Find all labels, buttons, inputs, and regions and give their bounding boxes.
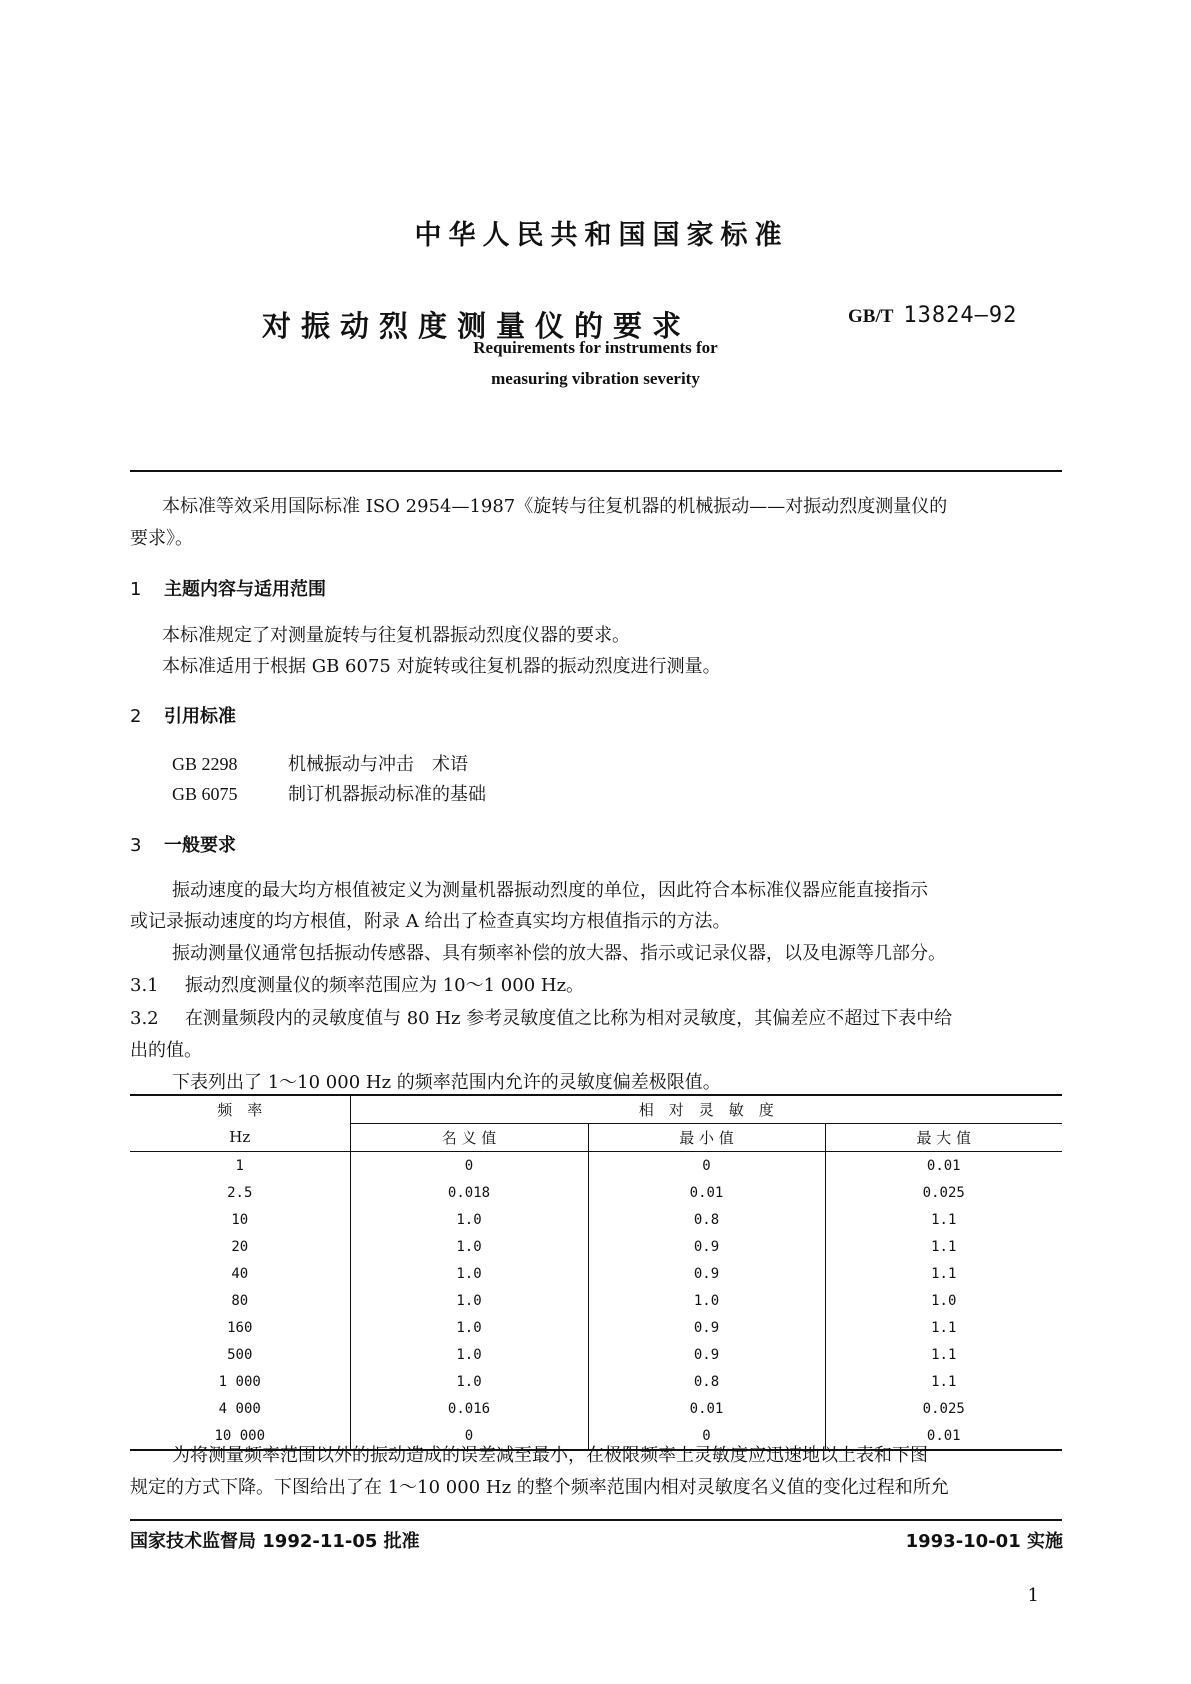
cell-min: 1.0 bbox=[588, 1287, 825, 1314]
cell-max: 1.1 bbox=[825, 1341, 1062, 1368]
cell-frequency: 2.5 bbox=[227, 1184, 253, 1201]
cell-max: 1.1 bbox=[825, 1233, 1062, 1260]
cell-min: 0.8 bbox=[588, 1368, 825, 1395]
document-title: 对振动烈度测量仪的要求 bbox=[262, 309, 692, 343]
page-number: 1 bbox=[1027, 1585, 1039, 1606]
table-row bbox=[130, 1179, 1062, 1206]
cell-nominal: 1.0 bbox=[350, 1233, 588, 1260]
header-relative-sensitivity: 相 对 灵 敏 度 bbox=[350, 1095, 1062, 1124]
cell-min: 0.9 bbox=[588, 1260, 825, 1287]
section-3-para-1-line-2: 或记录振动速度的均方根值，附录 A 给出了检查真实均方根值指示的方法。 bbox=[130, 911, 731, 932]
table-row bbox=[130, 1206, 1062, 1233]
clause-3-2-text-line-2: 出的值。 bbox=[130, 1040, 202, 1061]
cell-max: 1.1 bbox=[825, 1314, 1062, 1341]
cell-nominal: 1.0 bbox=[350, 1368, 588, 1395]
cell-nominal: 1.0 bbox=[350, 1341, 588, 1368]
cell-nominal: 1.0 bbox=[350, 1206, 588, 1233]
section-2-heading bbox=[130, 702, 236, 728]
approval-info: 国家技术监督局 1992-11-05 批准 bbox=[130, 1531, 420, 1552]
cell-frequency: 1 bbox=[235, 1157, 244, 1174]
section-3-number: 3 bbox=[130, 835, 142, 856]
reference-name: 机械振动与冲击 术语 bbox=[288, 754, 468, 775]
table-row bbox=[130, 1233, 1062, 1260]
clause-3-1-text: 振动烈度测量仪的频率范围应为 10～1 000 Hz。 bbox=[185, 975, 585, 996]
cell-frequency: 10 000 bbox=[130, 1422, 350, 1450]
section-2-title: 引用标准 bbox=[164, 706, 236, 727]
reference-code: GB 2298 bbox=[172, 754, 238, 774]
header-min: 最 小 值 bbox=[588, 1124, 825, 1152]
top-divider bbox=[130, 470, 1062, 472]
cell-max: 0.025 bbox=[825, 1179, 1062, 1206]
header-frequency-unit: Hz bbox=[130, 1124, 350, 1152]
header-nominal: 名 义 值 bbox=[350, 1124, 588, 1152]
standard-prefix: GB/T bbox=[848, 306, 894, 327]
clause-3-2 bbox=[130, 1002, 952, 1035]
cell-nominal: 0.018 bbox=[350, 1179, 588, 1206]
cell-frequency: 80 bbox=[231, 1292, 249, 1309]
section-1-para-1: 本标准规定了对测量旋转与往复机器振动烈度仪器的要求。 bbox=[162, 625, 630, 646]
table-row bbox=[130, 1287, 1062, 1314]
reference-code: GB 6075 bbox=[172, 784, 238, 804]
cell-frequency: 40 bbox=[231, 1265, 249, 1282]
cell-nominal: 0.016 bbox=[350, 1395, 588, 1422]
cell-nominal: 1.0 bbox=[350, 1314, 588, 1341]
intro-line-2: 要求》。 bbox=[130, 528, 193, 549]
effective-date: 1993-10-01 实施 bbox=[905, 1531, 1063, 1552]
standard-code: 13824—92 bbox=[903, 303, 1018, 328]
english-title-line-2: measuring vibration severity bbox=[491, 369, 700, 388]
cell-min: 0.8 bbox=[588, 1206, 825, 1233]
after-table-line-2: 规定的方式下降。下图给出了在 1～10 000 Hz 的整个频率范围内相对灵敏度名义值的变化过程和所允 bbox=[130, 1477, 949, 1498]
section-3-para-2: 振动测量仪通常包括振动传感器、具有频率补偿的放大器、指示或记录仪器，以及电源等几部分。 bbox=[172, 943, 946, 964]
section-1-para-2: 本标准适用于根据 GB 6075 对旋转或往复机器的振动烈度进行测量。 bbox=[162, 656, 721, 677]
cell-max: 1.0 bbox=[825, 1287, 1062, 1314]
cell-frequency: 20 bbox=[231, 1238, 249, 1255]
cell-min: 0.9 bbox=[588, 1314, 825, 1341]
section-3-title: 一般要求 bbox=[164, 835, 236, 856]
section-3-heading bbox=[130, 831, 236, 857]
cell-frequency: 10 bbox=[231, 1211, 249, 1228]
section-1-heading bbox=[130, 575, 326, 601]
cell-nominal: 0 bbox=[350, 1422, 588, 1450]
cell-min: 0.01 bbox=[588, 1395, 825, 1422]
cell-max: 1.1 bbox=[825, 1206, 1062, 1233]
table-row bbox=[130, 1152, 1062, 1180]
standard-type-heading: 中华人民共和国国家标准 bbox=[414, 220, 789, 251]
cell-min: 0 bbox=[588, 1422, 825, 1450]
table-row bbox=[130, 1395, 1062, 1422]
cell-frequency: 160 bbox=[227, 1319, 253, 1336]
clause-3-1-number: 3.1 bbox=[130, 975, 159, 996]
after-table-line-1: 为将测量频率范围以外的振动造成的误差减至最小，在极限频率上灵敏度应迅速地以上表和下图 bbox=[172, 1445, 928, 1466]
bottom-divider bbox=[130, 1519, 1062, 1521]
reference-row bbox=[172, 780, 486, 806]
table-row bbox=[130, 1368, 1062, 1395]
cell-min: 0.9 bbox=[588, 1341, 825, 1368]
cell-max: 1.1 bbox=[825, 1260, 1062, 1287]
clause-3-2-text-line-1: 在测量频段内的灵敏度值与 80 Hz 参考灵敏度值之比称为相对灵敏度，其偏差应不超过下表中给 bbox=[185, 1008, 953, 1029]
intro-line-1: 本标准等效采用国际标准 ISO 2954—1987《旋转与往复机器的机械振动——对振动烈度测量仪的 bbox=[162, 496, 948, 517]
cell-min: 0.01 bbox=[588, 1179, 825, 1206]
section-1-number: 1 bbox=[130, 579, 142, 600]
standard-number bbox=[848, 303, 1017, 328]
table-row bbox=[130, 1341, 1062, 1368]
cell-min: 0.9 bbox=[588, 1233, 825, 1260]
clause-3-1 bbox=[130, 969, 584, 1002]
cell-nominal: 1.0 bbox=[350, 1260, 588, 1287]
cell-frequency: 4 000 bbox=[218, 1400, 261, 1417]
cell-frequency: 1 000 bbox=[218, 1373, 261, 1390]
section-1-title: 主题内容与适用范围 bbox=[164, 579, 326, 600]
cell-max: 0.01 bbox=[825, 1152, 1062, 1180]
reference-name: 制订机器振动标准的基础 bbox=[288, 784, 486, 805]
cell-max: 1.1 bbox=[825, 1368, 1062, 1395]
header-frequency: 频 率 bbox=[130, 1095, 350, 1124]
sensitivity-limits-table bbox=[130, 1094, 1062, 1451]
cell-nominal: 0 bbox=[350, 1152, 588, 1180]
reference-row bbox=[172, 750, 468, 776]
section-3-para-1-line-1: 振动速度的最大均方根值被定义为测量机器振动烈度的单位，因此符合本标准仪器应能直接指示 bbox=[172, 880, 928, 901]
header-max: 最 大 值 bbox=[825, 1124, 1062, 1152]
cell-nominal: 1.0 bbox=[350, 1287, 588, 1314]
cell-max: 0.01 bbox=[825, 1422, 1062, 1450]
cell-min: 0 bbox=[588, 1152, 825, 1180]
english-title-line-1: Requirements for instruments for bbox=[473, 338, 718, 357]
table-row bbox=[130, 1314, 1062, 1341]
cell-max: 0.025 bbox=[825, 1395, 1062, 1422]
section-2-number: 2 bbox=[130, 706, 142, 727]
table-row bbox=[130, 1260, 1062, 1287]
clause-3-2-number: 3.2 bbox=[130, 1008, 159, 1029]
table-intro: 下表列出了 1～10 000 Hz 的频率范围内允许的灵敏度偏差极限值。 bbox=[172, 1072, 721, 1093]
cell-frequency: 500 bbox=[227, 1346, 253, 1363]
